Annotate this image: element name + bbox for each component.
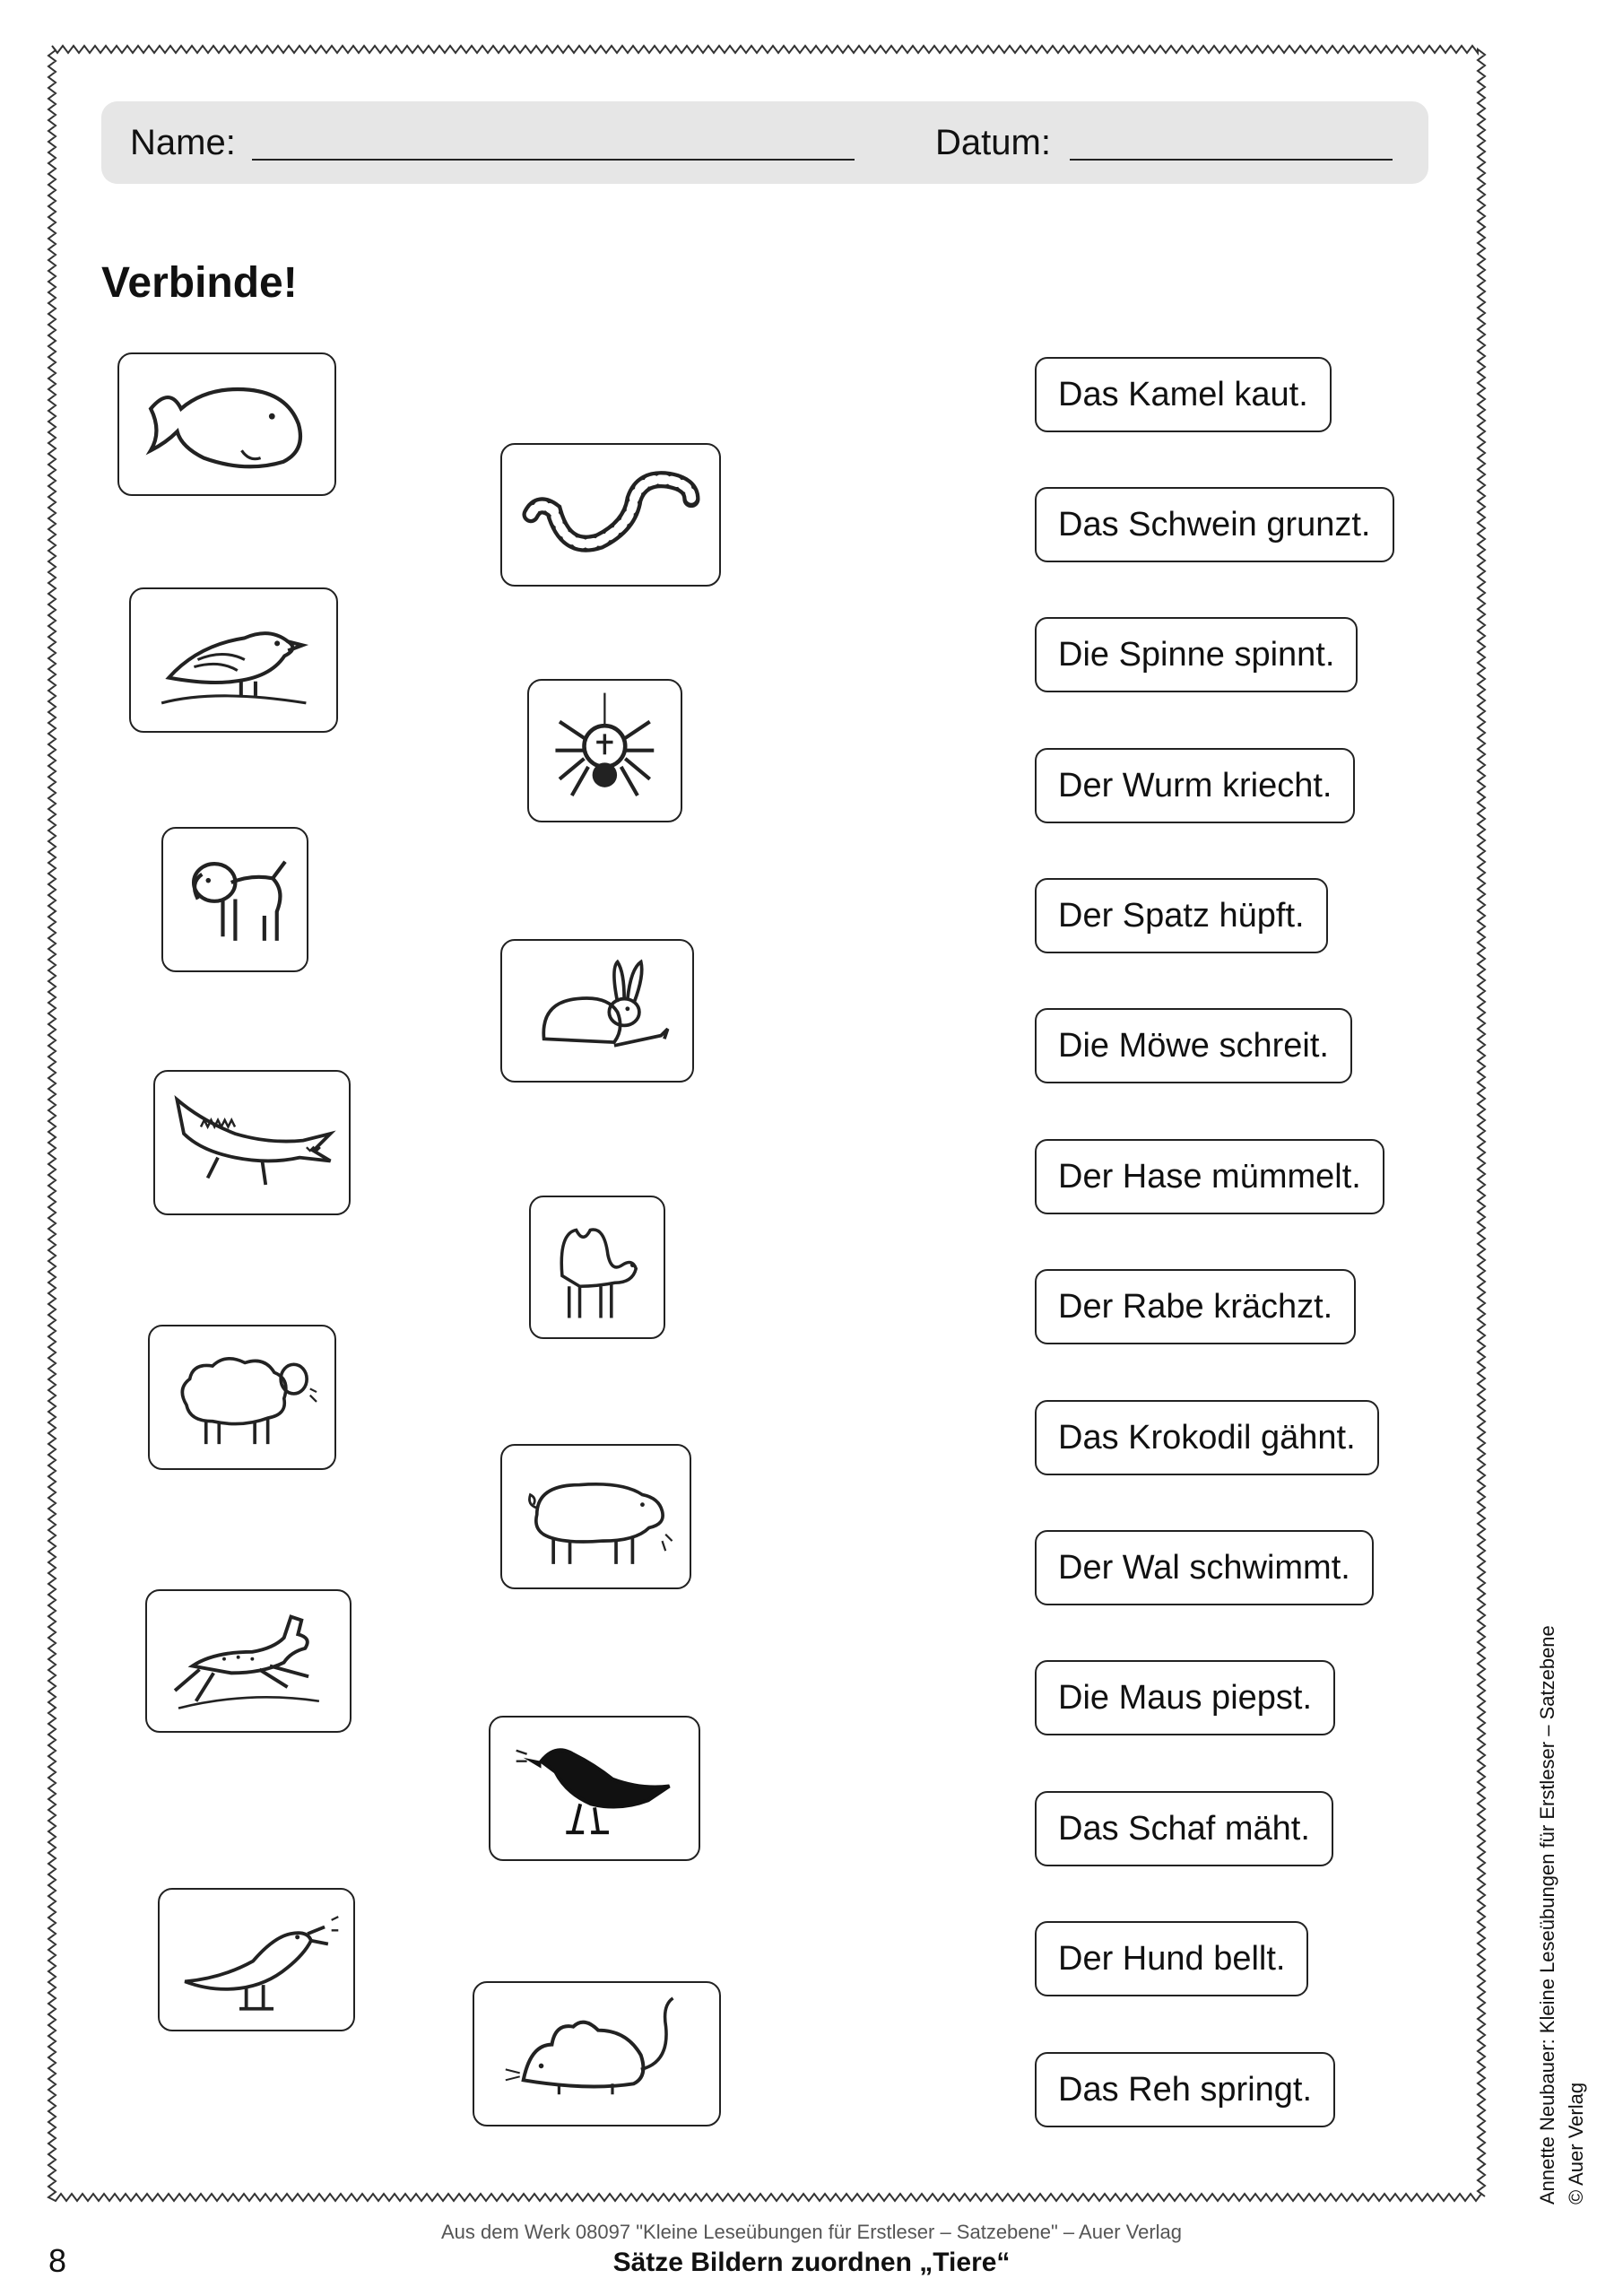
worm-icon	[516, 453, 707, 576]
picture-card-sparrow[interactable]	[129, 587, 338, 733]
sentence-box[interactable]: Das Schaf mäht.	[1035, 1791, 1333, 1866]
sheep-icon	[161, 1335, 323, 1459]
date-label: Datum:	[935, 123, 1051, 162]
sentence-box[interactable]: Das Kamel kaut.	[1035, 357, 1332, 432]
picture-card-crocodile[interactable]	[153, 1070, 351, 1215]
sentence-box[interactable]: Das Schwein grunzt.	[1035, 487, 1394, 562]
whale-icon	[132, 362, 321, 485]
name-label: Name:	[130, 123, 236, 162]
sentence-box[interactable]: Der Rabe krächzt.	[1035, 1269, 1356, 1344]
picture-card-dog[interactable]	[161, 827, 308, 972]
picture-card-seagull[interactable]	[158, 1888, 355, 2031]
sentence-box[interactable]: Der Hase mümmelt.	[1035, 1139, 1384, 1214]
picture-card-pig[interactable]	[500, 1444, 691, 1589]
sentence-box[interactable]: Der Wal schwimmt.	[1035, 1530, 1374, 1605]
sparrow-icon	[143, 597, 325, 722]
sentence-box[interactable]: Der Spatz hüpft.	[1035, 878, 1328, 953]
picture-card-mouse[interactable]	[473, 1981, 721, 2126]
rabbit-icon	[514, 949, 681, 1072]
side-credit	[1533, 1523, 1591, 2205]
side-credit-author: Annette Neubauer: Kleine Leseübungen für Erstleser – Satzebene	[1536, 1625, 1558, 2205]
picture-card-camel[interactable]	[529, 1196, 665, 1339]
raven-icon	[503, 1726, 686, 1850]
name-date-bar	[101, 101, 1428, 184]
sentence-box[interactable]: Die Maus piepst.	[1035, 1660, 1335, 1735]
mouse-icon	[489, 1991, 704, 2116]
footer-title: Sätze Bildern zuordnen „Tiere“	[612, 2248, 1011, 2277]
spider-icon	[538, 689, 672, 812]
sentence-box[interactable]: Der Wurm kriecht.	[1035, 748, 1355, 823]
sentence-box[interactable]: Das Reh springt.	[1035, 2052, 1335, 2127]
camel-icon	[539, 1205, 655, 1328]
picture-card-spider[interactable]	[527, 679, 682, 822]
picture-card-whale[interactable]	[117, 352, 336, 496]
sentence-box[interactable]: Der Hund bellt.	[1035, 1921, 1308, 1996]
seagull-icon	[171, 1898, 342, 2021]
picture-card-raven[interactable]	[489, 1716, 700, 1861]
dog-icon	[172, 837, 299, 961]
footer-source: Aus dem Werk 08097 "Kleine Leseübungen für Erstleser – Satzebene" – Auer Verlag	[440, 2221, 1183, 2243]
date-field[interactable]	[1070, 159, 1393, 161]
sentence-box[interactable]: Das Krokodil gähnt.	[1035, 1400, 1379, 1475]
picture-card-deer[interactable]	[145, 1589, 352, 1733]
pig-icon	[514, 1454, 679, 1578]
deer-icon	[160, 1599, 338, 1722]
picture-card-worm[interactable]	[500, 443, 721, 587]
page-number: 8	[48, 2242, 67, 2279]
picture-card-rabbit[interactable]	[500, 939, 694, 1083]
side-credit-publisher: © Auer Verlag	[1565, 2082, 1587, 2205]
picture-card-sheep[interactable]	[148, 1325, 336, 1470]
sentence-box[interactable]: Die Möwe schreit.	[1035, 1008, 1352, 1083]
name-field[interactable]	[252, 159, 855, 161]
instruction-heading: Verbinde!	[101, 259, 298, 307]
crocodile-icon	[167, 1080, 337, 1205]
sentence-box[interactable]: Die Spinne spinnt.	[1035, 617, 1358, 692]
